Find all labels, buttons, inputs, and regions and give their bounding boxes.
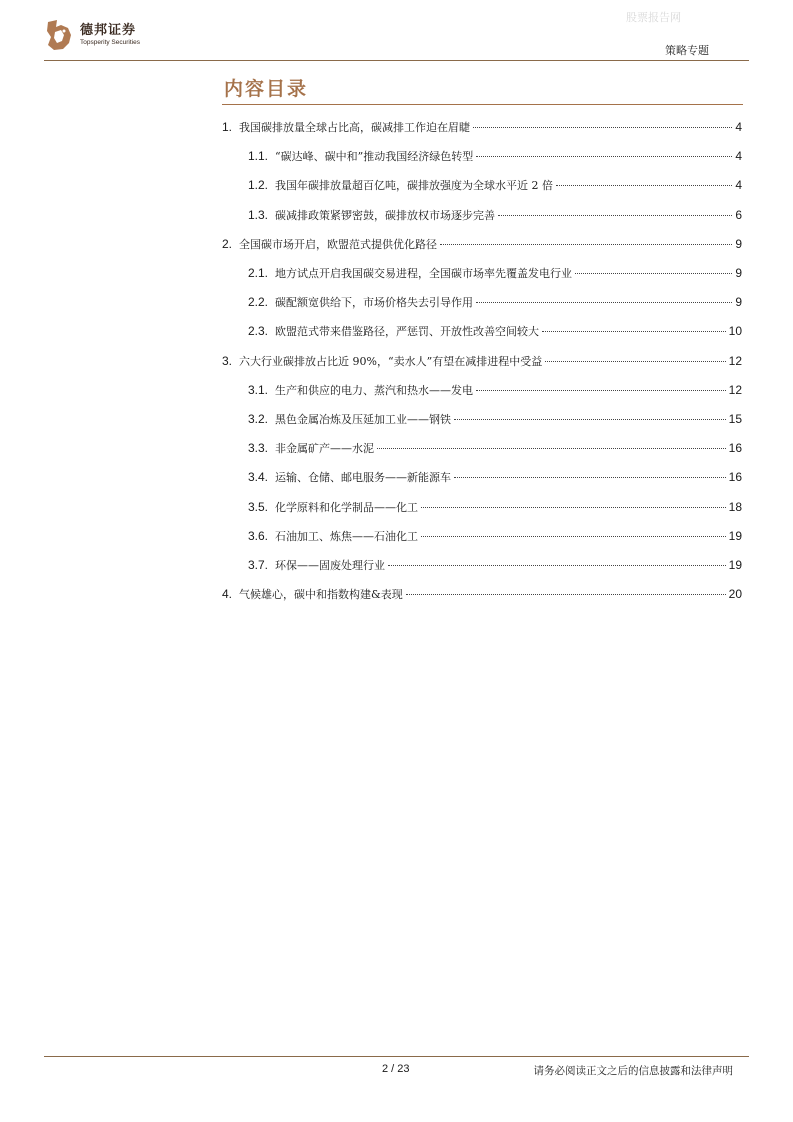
toc-entry-text: 运输、仓储、邮电服务——新能源车 xyxy=(275,471,452,485)
toc-entry-number: 2. xyxy=(222,236,233,251)
page-indicator: 2 / 23 xyxy=(382,1063,410,1075)
toc-entry-page: 10 xyxy=(728,324,742,339)
toc-entry-number: 2.1. xyxy=(248,266,269,280)
toc-entry-page: 9 xyxy=(735,236,742,251)
toc-entry[interactable] xyxy=(248,440,742,456)
rabbit-logo-icon xyxy=(44,18,74,52)
toc-entry-text: 全国碳市场开启，欧盟范式提供优化路径 xyxy=(239,237,438,251)
toc-entry-text: 欧盟范式带来借鉴路径，严惩罚、开放性改善空间较大 xyxy=(275,325,540,339)
toc-entry-text: 石油加工、炼焦——石油化工 xyxy=(275,529,419,543)
toc-entry[interactable] xyxy=(248,323,742,339)
toc-dot-leader xyxy=(556,185,732,186)
toc-title-underline xyxy=(222,104,743,105)
toc-entry[interactable] xyxy=(222,119,742,135)
toc-entry-text: 我国年碳排放量超百亿吨，碳排放强度为全球水平近 2 倍 xyxy=(275,179,554,193)
toc-entry-number: 3.4. xyxy=(248,470,269,485)
toc-entry-page: 4 xyxy=(735,178,742,193)
toc-entry-text: 我国碳排放量全球占比高，碳减排工作迫在眉睫 xyxy=(239,121,471,134)
toc-entry-text: 碳配额宽供给下，市场价格失去引导作用 xyxy=(275,296,474,310)
toc-entry-page: 20 xyxy=(728,587,742,602)
toc-dot-leader xyxy=(421,536,726,537)
header-divider xyxy=(44,60,749,61)
watermark: 股票报告网 xyxy=(626,11,681,24)
legal-disclaimer: 请务必阅读正文之后的信息披露和法律声明 xyxy=(533,1065,733,1077)
toc-entry-page: 12 xyxy=(728,382,742,397)
toc-dot-leader xyxy=(476,390,726,391)
company-name-cn: 德邦证券 xyxy=(80,23,137,38)
toc-entry[interactable] xyxy=(248,207,742,223)
toc-entry-number: 2.3. xyxy=(248,324,269,339)
toc-dot-leader xyxy=(575,273,732,274)
toc-entry-text: 化学原料和化学制品——化工 xyxy=(275,500,419,514)
toc-entry[interactable] xyxy=(248,148,742,164)
toc-dot-leader xyxy=(454,419,726,420)
toc-entry[interactable] xyxy=(248,557,742,573)
toc-entry-number: 1.3. xyxy=(248,207,269,222)
toc-entry-page: 6 xyxy=(735,207,742,222)
toc-entry-page: 18 xyxy=(728,499,742,514)
toc-entry-page: 9 xyxy=(735,266,742,280)
toc-title: 内容目录 xyxy=(224,78,309,100)
toc-entry-text: 六大行业碳排放占比近 90%，“卖水人”有望在减排进程中受益 xyxy=(239,354,543,368)
toc-entry-page: 9 xyxy=(735,295,742,310)
toc-entry-number: 1. xyxy=(222,120,233,134)
toc-entry[interactable] xyxy=(222,353,742,369)
toc-entry-page: 4 xyxy=(735,149,742,164)
company-logo xyxy=(44,18,140,52)
toc-entry-number: 2.2. xyxy=(248,295,269,310)
toc-entry-number: 4. xyxy=(222,587,233,602)
toc-entry-text: 气候雄心，碳中和指数构建&表现 xyxy=(239,588,403,602)
toc-dot-leader xyxy=(476,302,732,303)
toc-entry-text: 黑色金属冶炼及压延加工业——钢铁 xyxy=(275,413,452,426)
toc-entry[interactable] xyxy=(248,177,742,193)
company-name-en: Topsperity Securities xyxy=(80,39,140,46)
toc-dot-leader xyxy=(454,477,726,478)
toc-dot-leader xyxy=(545,361,725,362)
toc-entry-page: 16 xyxy=(728,441,742,456)
toc-entry-text: 环保——固废处理行业 xyxy=(275,559,386,572)
toc-entry[interactable] xyxy=(248,499,742,515)
toc-entry[interactable] xyxy=(248,382,742,398)
toc-entry[interactable] xyxy=(248,294,742,310)
toc-entry-number: 1.2. xyxy=(248,178,269,193)
toc-dot-leader xyxy=(473,127,732,128)
toc-entry-text: 非金属矿产——水泥 xyxy=(275,442,375,456)
toc-entry-number: 3.3. xyxy=(248,441,269,456)
toc-entry-text: 地方试点开启我国碳交易进程，全国碳市场率先覆盖发电行业 xyxy=(275,267,573,280)
toc-dot-leader xyxy=(542,331,726,332)
toc-entry[interactable] xyxy=(248,469,742,485)
toc-entry-number: 3.6. xyxy=(248,528,269,543)
toc-entry-page: 4 xyxy=(735,120,742,134)
toc-entry[interactable] xyxy=(222,586,742,602)
toc-entry[interactable] xyxy=(248,411,742,427)
toc-entry[interactable] xyxy=(248,265,742,281)
footer-divider xyxy=(44,1056,749,1057)
toc-entry-number: 3.5. xyxy=(248,499,269,514)
toc-entry-page: 15 xyxy=(728,412,742,426)
toc-dot-leader xyxy=(421,507,726,508)
toc-entry-text: 碳减排政策紧锣密鼓，碳排放权市场逐步完善 xyxy=(275,208,496,222)
toc-entry-number: 3.7. xyxy=(248,558,269,572)
toc-entry-page: 16 xyxy=(728,470,742,485)
toc-dot-leader xyxy=(440,244,732,245)
toc-entry-number: 3. xyxy=(222,353,233,368)
toc-entry-page: 19 xyxy=(728,528,742,543)
toc-entry[interactable] xyxy=(248,528,742,544)
toc-entry-text: “碳达峰、碳中和”推动我国经济绿色转型 xyxy=(275,150,474,164)
toc-entry-page: 12 xyxy=(728,353,742,368)
toc-entry-number: 1.1. xyxy=(248,149,269,164)
document-type: 策略专题 xyxy=(665,44,709,57)
toc-entry-page: 19 xyxy=(728,558,742,572)
toc-entry-number: 3.1. xyxy=(248,382,269,397)
toc-entry-text: 生产和供应的电力、蒸汽和热水——发电 xyxy=(275,383,474,397)
toc-dot-leader xyxy=(377,448,726,449)
toc-dot-leader xyxy=(388,565,726,566)
toc-dot-leader xyxy=(406,594,726,595)
toc-dot-leader xyxy=(476,156,732,157)
toc-entry[interactable] xyxy=(222,236,742,252)
toc-dot-leader xyxy=(498,215,732,216)
toc-entry-number: 3.2. xyxy=(248,412,269,426)
